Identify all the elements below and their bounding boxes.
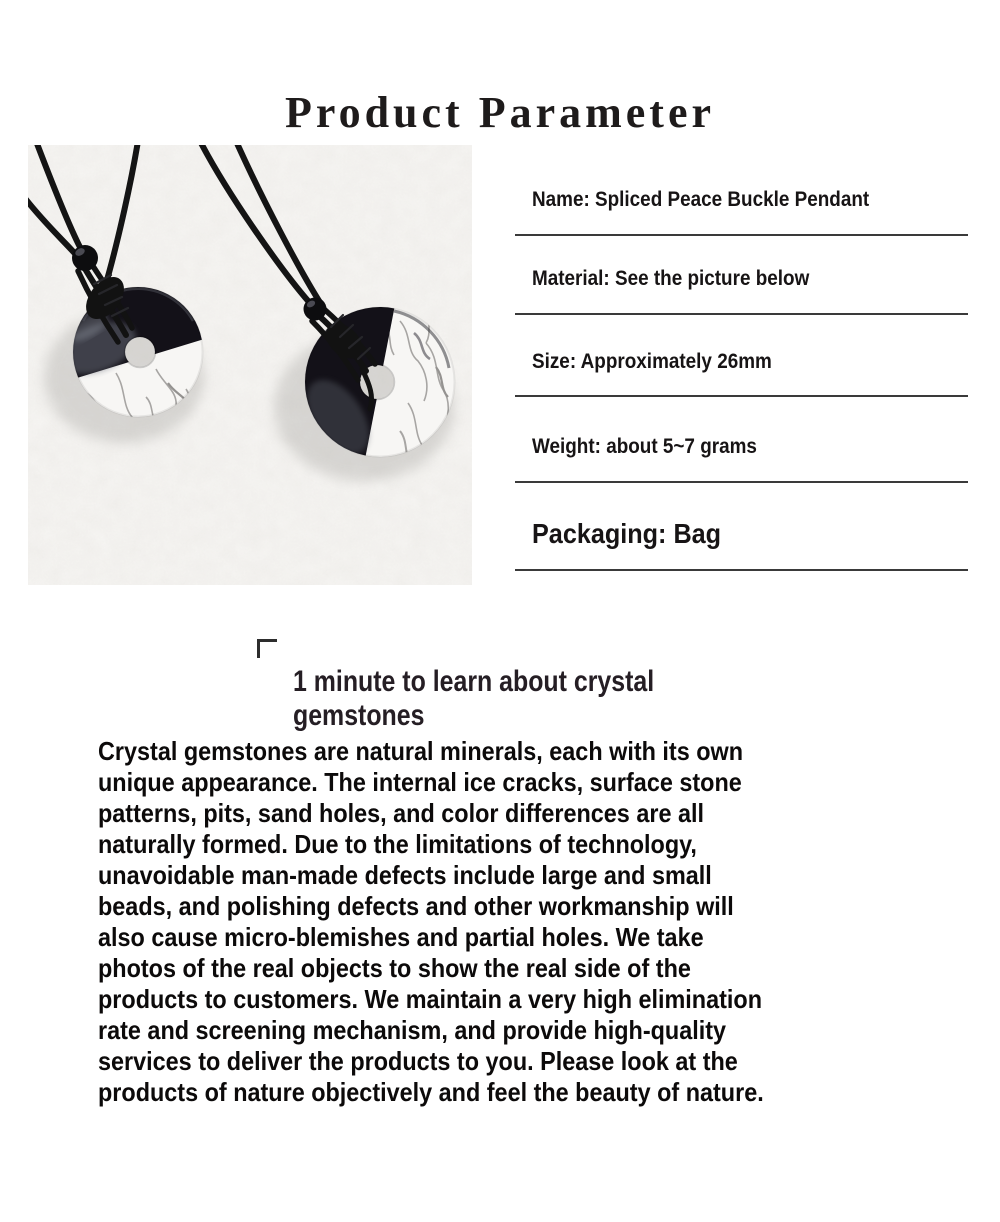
param-text: Size: Approximately 26mm	[532, 350, 772, 373]
param-text: Name: Spliced Peace Buckle Pendant	[532, 188, 870, 211]
divider	[515, 234, 968, 236]
param-row-weight	[532, 436, 782, 457]
param-text: Packaging: Bag	[532, 518, 722, 549]
description-line: unavoidable man-made defects include large and small	[98, 860, 712, 890]
description-paragraph	[98, 736, 926, 1108]
description-line: beads, and polishing defects and other workmanship will	[98, 891, 734, 921]
section-heading: 1 minute to learn about crystal gemstones	[293, 664, 655, 732]
description-line: photos of the real objects to show the real side of the	[98, 953, 691, 983]
description-line: Crystal gemstones are natural minerals, each with its own	[98, 736, 744, 766]
product-photo-svg	[28, 145, 472, 585]
description-line: naturally formed. Due to the limitations of technology,	[98, 829, 697, 859]
param-row-material	[532, 268, 840, 289]
param-row-size	[532, 351, 798, 372]
divider	[515, 569, 968, 571]
divider	[515, 313, 968, 315]
divider	[515, 395, 968, 397]
description-line: services to deliver the products to you. Please look at the	[98, 1046, 738, 1076]
description-line: patterns, pits, sand holes, and color differences are all	[98, 798, 704, 828]
param-row-packaging	[532, 520, 742, 548]
param-row-name	[532, 189, 907, 210]
description-line: products of nature objectively and feel the beauty of nature.	[98, 1077, 764, 1107]
description-line: unique appearance. The internal ice cracks, surface stone	[98, 767, 742, 797]
product-photo	[28, 145, 472, 585]
corner-bracket-icon	[257, 639, 277, 658]
left-cord-bead	[72, 245, 98, 271]
description-line: rate and screening mechanism, and provide high-quality	[98, 1015, 727, 1045]
param-text: Material: See the picture below	[532, 267, 810, 290]
page-title: Product Parameter	[284, 88, 716, 138]
right-cord-bead	[304, 298, 327, 321]
description-line: products to customers. We maintain a very high elimination	[98, 984, 763, 1014]
divider	[515, 481, 968, 483]
param-text: Weight: about 5~7 grams	[532, 435, 757, 458]
description-line: also cause micro-blemishes and partial holes. We take	[98, 922, 704, 952]
